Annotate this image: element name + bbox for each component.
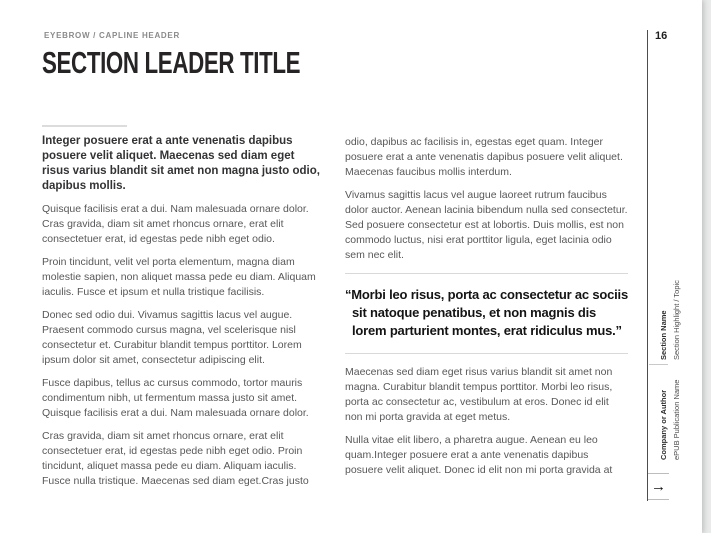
- body-paragraph: odio, dapibus ac facilisis in, egestas eget quam. Integer posuere erat a ante venenatis dapibus posuere velit aliquet. Maecenas faucibus mollis interdum.: [345, 136, 623, 178]
- body-paragraph: Fusce dapibus, tellus ac cursus commodo, tortor mauris condimentum nibh, ut fermentum massa justo sit amet. Quisque facilisis erat a dui. Nam malesuada ornare dolor.: [42, 377, 309, 419]
- lede-paragraph: Integer posuere erat a ante venenatis dapibus posuere velit aliquet. Maecenas sed diam eget risus varius blandit sit amet non magna justo odio, dapibus mollis.: [42, 135, 320, 192]
- sidebar-section-label: [657, 280, 683, 360]
- publication-name-label: ePUB Publication Name: [672, 379, 681, 460]
- next-page-button[interactable]: [648, 473, 669, 500]
- page-number: 16: [655, 30, 668, 42]
- right-column: [345, 135, 628, 486]
- body-paragraph: Proin tincidunt, velit vel porta elementum, magna diam molestie sapien, non aliquet massa pede eu diam. Aliquam iaculis. Fusce et ipsum et nulla tristique facilisis.: [42, 256, 316, 298]
- arrow-right-icon: →: [651, 478, 666, 495]
- eyebrow-capline-header: EYEBROW / CAPLINE HEADER: [44, 31, 180, 40]
- sidebar-separator: [649, 364, 668, 365]
- body-paragraph: Nulla vitae elit libero, a pharetra augue. Aenean eu leo quam.Integer posuere erat a ante venenatis dapibus posuere velit aliquet. Donec id elit non mi porta gravida at: [345, 434, 613, 476]
- section-topic-label: Section Highlight / Topic: [672, 280, 681, 360]
- body-paragraph: Maecenas sed diam eget risus varius blandit sit amet non magna. Curabitur blandit tempus porttitor. Morbi leo risus, porta ac consectetur ac, vestibulum at eros. Donec id elit non mi porta gravida at eget metus.: [345, 366, 613, 423]
- column-top-rule: [42, 125, 127, 127]
- page-title: SECTION LEADER TITLE: [42, 45, 301, 80]
- body-paragraph: Vivamus sagittis lacus vel augue laoreet rutrum faucibus dolor auctor. Aenean lacinia bibendum nulla sed consectetur. Sed posuere consectetur est at lobortis. Duis mollis, est non commodo luctus, nisi erat porttitor ligula, eget lacinia odio sem nec elit.: [345, 189, 628, 261]
- body-paragraph: Donec sed odio dui. Vivamus sagittis lacus vel augue. Praesent commodo cursus magna, vel scelerisque nisl consectetur et. Curabitur blandit tempus porttitor. Lorem ipsum dolor sit amet, consectetur adipiscing elit.: [42, 309, 302, 366]
- sidebar-vertical-rule: [647, 30, 648, 501]
- section-name-label: Section Name: [659, 310, 668, 360]
- pull-quote: “Morbi leo risus, porta ac consectetur ac sociis sit natoque penatibus, et non magnis dis lorem parturient montes, erat ridiculus mus.”: [345, 273, 628, 354]
- body-paragraph: Cras gravida, diam sit amet rhoncus ornare, erat elit consectetuer erat, id egestas pede nibh eget odio. Proin tincidunt, aliquet massa pede eu diam. Aliquam iaculis. Fusce nulla tristique. Maecenas sed diam eget.Cras justo: [42, 430, 309, 487]
- company-author-label: Company or Author: [659, 389, 668, 460]
- sidebar-publication-label: [657, 380, 683, 460]
- left-column: [42, 125, 323, 497]
- body-paragraph: Quisque facilisis erat a dui. Nam malesuada ornare dolor. Cras gravida, diam sit amet rhoncus ornare, erat elit consectetuer erat, id egestas pede nibh eget odio.: [42, 203, 309, 245]
